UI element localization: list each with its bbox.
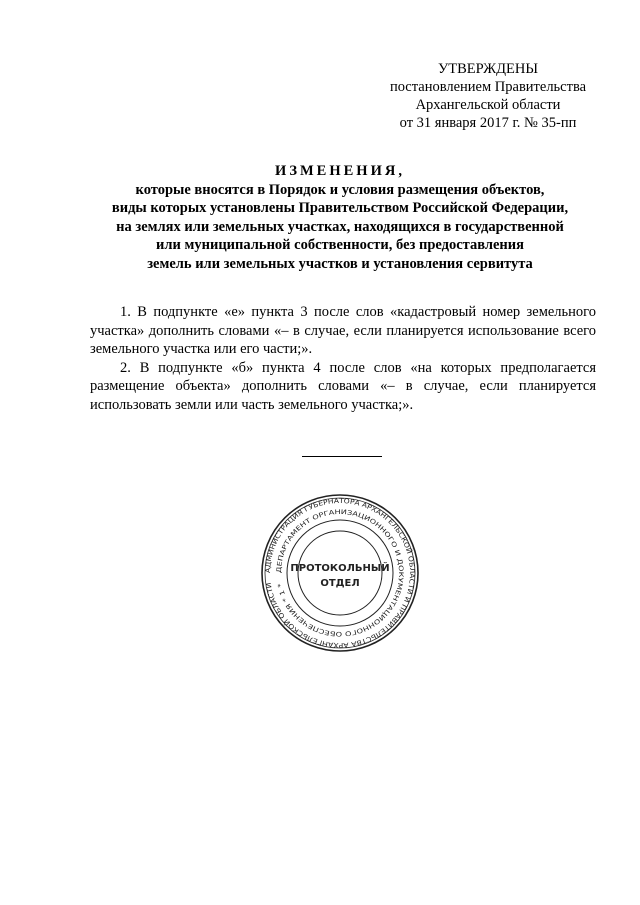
- approval-line-2: Архангельской области: [415, 97, 561, 113]
- divider-line: [302, 456, 382, 457]
- title-line: или муниципальной собственности, без предоставления: [156, 237, 524, 253]
- stamp-center-line-2: ОТДЕЛ: [320, 578, 360, 589]
- document-title: [72, 162, 608, 273]
- approval-block: [372, 60, 604, 132]
- title-heading: ИЗМЕНЕНИЯ,: [275, 163, 405, 179]
- amendment-item-1: 1. В подпункте «е» пункта 3 после слов «кадастровый номер земельного участка» дополнить словами «– в случае, если планируется использование всего земельного участка или его части;».: [90, 304, 596, 357]
- approval-line-1: постановлением Правительства: [389, 79, 587, 95]
- stamp-inner-text: ДЕПАРТАМЕНТ ОРГАНИЗАЦИОННОГО И ДОКУМЕНТАЦИОННОГО ОБЕСПЕЧЕНИЯ * 1 *: [275, 508, 405, 638]
- title-line: которые вносятся в Порядок и условия размещения объектов,: [135, 181, 545, 198]
- amendment-item-2: 2. В подпункте «б» пункта 4 после слов «на которых предполагается размещение объекта» дополнить словами «– в случае, если планируется использовать земли или часть земельного участка;».: [90, 359, 596, 413]
- approval-title: УТВЕРЖДЕНЫ: [437, 61, 539, 77]
- official-stamp: [260, 493, 420, 653]
- document-body: [90, 303, 596, 414]
- approval-line-3: от 31 января 2017 г. № 35-пп: [399, 115, 577, 131]
- stamp-center-line-1: ПРОТОКОЛЬНЫЙ: [290, 563, 390, 574]
- title-line: земель или земельных участков и установления сервитута: [147, 255, 533, 272]
- title-line: на землях или земельных участках, находящихся в государственной: [116, 218, 564, 235]
- stamp-outer-text: АДМИНИСТРАЦИЯ ГУБЕРНАТОРА АРХАНГЕЛЬСКОЙ ОБЛАСТИ И ПРАВИТЕЛЬСТВА АРХАНГЕЛЬСКОЙ ОБЛАСТИ: [263, 496, 417, 650]
- title-line: виды которых установлены Правительством Российской Федерации,: [111, 200, 569, 216]
